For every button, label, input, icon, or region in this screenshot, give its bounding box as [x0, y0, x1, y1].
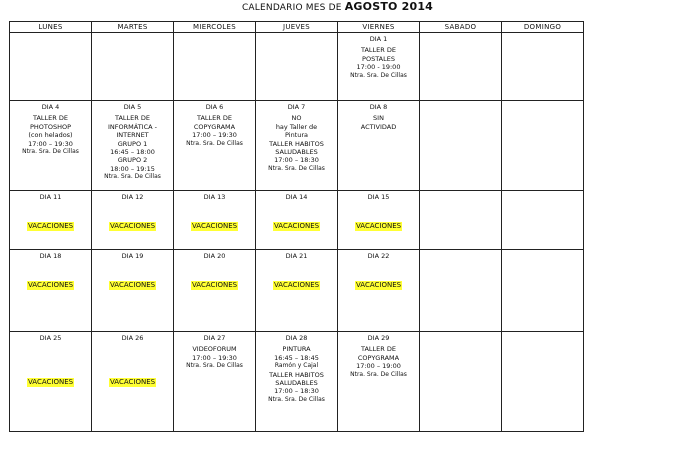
day-cell	[174, 332, 256, 432]
event-line: 17:00 – 19:30	[192, 353, 237, 362]
event-line: Pintura	[284, 131, 309, 140]
day-cell	[92, 33, 174, 101]
weekday-header: DOMINGO	[502, 22, 584, 33]
event-line: TALLER DE	[361, 345, 396, 354]
day-number: DIA 14	[285, 193, 308, 201]
day-number: DIA 29	[367, 334, 390, 342]
day-number: DIA 28	[285, 334, 308, 342]
day-cell	[420, 33, 502, 101]
day-number: DIA 18	[39, 252, 62, 260]
day-cell	[10, 332, 92, 432]
event-line: TALLER DE	[115, 114, 150, 123]
event-line: (con helados)	[28, 131, 73, 140]
event-line: TALLER DE	[197, 114, 232, 123]
calendar-title	[0, 0, 675, 14]
week-row	[10, 250, 584, 332]
day-cell	[338, 250, 420, 332]
day-cell	[338, 332, 420, 432]
day-cell	[92, 191, 174, 250]
event-line: SIN	[373, 114, 384, 123]
event-line: Ntra. Sra. De Cillas	[350, 370, 407, 378]
day-number: DIA 26	[121, 334, 144, 342]
event-line: COPYGRAMA	[193, 122, 236, 131]
weekday-header: MARTES	[92, 22, 174, 33]
day-number: DIA 5	[123, 103, 142, 111]
day-cell	[338, 101, 420, 191]
event-line: 16:45 – 18:00	[110, 148, 155, 157]
day-number: DIA 27	[203, 334, 226, 342]
vacation-label: VACACIONES	[191, 222, 238, 231]
event-line: Ntra. Sra. De Cillas	[186, 362, 243, 370]
day-number: DIA 7	[287, 103, 306, 111]
day-cell	[256, 191, 338, 250]
vacation-label: VACACIONES	[27, 378, 74, 387]
day-cell	[256, 101, 338, 191]
day-number: DIA 13	[203, 193, 226, 201]
title-month-year: AGOSTO 2014	[344, 0, 434, 13]
day-cell	[502, 33, 584, 101]
vacation-label: VACACIONES	[273, 281, 320, 290]
day-cell	[10, 250, 92, 332]
day-cell	[420, 332, 502, 432]
vacation-label: VACACIONES	[273, 222, 320, 231]
week-row	[10, 101, 584, 191]
event-line: COPYGRAMA	[357, 353, 400, 362]
event-line: 17:00 – 19:30	[28, 139, 73, 148]
day-number: DIA 12	[121, 193, 144, 201]
weekday-header: VIERNES	[338, 22, 420, 33]
event-line: POSTALES	[362, 54, 395, 63]
event-line: 17:00 - 19:00	[356, 63, 401, 72]
day-number: DIA 4	[41, 103, 60, 111]
day-cell	[174, 191, 256, 250]
vacation-label: VACACIONES	[109, 378, 156, 387]
day-cell	[92, 332, 174, 432]
vacation-label: VACACIONES	[27, 281, 74, 290]
event-line: NO	[291, 114, 302, 123]
day-number: DIA 25	[39, 334, 62, 342]
event-line: 17:00 – 19:00	[356, 362, 401, 371]
day-number: DIA 1	[369, 35, 388, 43]
event-line: 17:00 – 19:30	[192, 131, 237, 140]
event-line: Ntra. Sra. De Cillas	[104, 173, 161, 181]
vacation-label: VACACIONES	[109, 281, 156, 290]
vacation-label: VACACIONES	[191, 281, 238, 290]
event-line: TALLER DE	[33, 114, 68, 123]
event-line: Ntra. Sra. De Cillas	[268, 395, 325, 403]
day-cell	[10, 191, 92, 250]
day-cell	[502, 101, 584, 191]
day-number: DIA 8	[369, 103, 388, 111]
day-cell	[420, 250, 502, 332]
day-cell	[502, 191, 584, 250]
day-cell	[256, 33, 338, 101]
week-row	[10, 33, 584, 101]
day-number: DIA 21	[285, 252, 308, 260]
event-line: INFORMÁTICA -	[108, 122, 157, 131]
event-line: INTERNET	[116, 131, 149, 140]
weekday-header: JUEVES	[256, 22, 338, 33]
day-number: DIA 6	[205, 103, 224, 111]
event-line: Ntra. Sra. De Cillas	[268, 164, 325, 172]
event-line: Ntra. Sra. De Cillas	[22, 148, 79, 156]
event-line: GRUPO 2	[117, 156, 148, 165]
week-row	[10, 332, 584, 432]
day-cell	[420, 101, 502, 191]
day-cell	[338, 33, 420, 101]
weekday-header-row	[10, 22, 584, 33]
event-line: PINTURA	[282, 345, 311, 354]
event-line: 18:00 – 19:15	[110, 164, 155, 173]
event-line: VIDEOFORUM	[192, 345, 237, 354]
day-number: DIA 19	[121, 252, 144, 260]
event-line: Ramón y Cajal	[274, 362, 319, 370]
event-line: SALUDABLES	[275, 148, 318, 157]
event-line: TALLER HABITOS	[269, 139, 324, 148]
event-line: Ntra. Sra. De Cillas	[350, 71, 407, 79]
event-line: ACTIVIDAD	[360, 122, 397, 131]
event-line: hay Taller de	[275, 122, 318, 131]
day-number: DIA 15	[367, 193, 390, 201]
weekday-header: LUNES	[10, 22, 92, 33]
day-cell	[174, 101, 256, 191]
event-line: 17:00 – 18:30	[274, 387, 319, 396]
day-number: DIA 22	[367, 252, 390, 260]
weekday-header: MIERCOLES	[174, 22, 256, 33]
event-line: 17:00 – 18:30	[274, 156, 319, 165]
event-line: TALLER HABITOS	[269, 370, 324, 379]
day-cell	[10, 101, 92, 191]
vacation-label: VACACIONES	[355, 281, 402, 290]
event-line: GRUPO 1	[117, 139, 148, 148]
day-cell	[174, 250, 256, 332]
day-number: DIA 20	[203, 252, 226, 260]
day-cell	[502, 250, 584, 332]
day-cell	[10, 33, 92, 101]
event-line: TALLER DE	[361, 46, 396, 55]
title-prefix: CALENDARIO MES DE	[241, 3, 342, 13]
day-cell	[256, 332, 338, 432]
day-cell	[338, 191, 420, 250]
day-cell	[92, 101, 174, 191]
day-cell	[420, 191, 502, 250]
vacation-label: VACACIONES	[355, 222, 402, 231]
day-cell	[92, 250, 174, 332]
calendar-table	[9, 21, 584, 432]
event-line: 16:45 – 18:45	[274, 353, 319, 362]
vacation-label: VACACIONES	[27, 222, 74, 231]
event-line: PHOTOSHOP	[29, 122, 72, 131]
week-row	[10, 191, 584, 250]
day-cell	[256, 250, 338, 332]
day-cell	[502, 332, 584, 432]
weekday-header: SABADO	[420, 22, 502, 33]
vacation-label: VACACIONES	[109, 222, 156, 231]
day-cell	[174, 33, 256, 101]
event-line: Ntra. Sra. De Cillas	[186, 139, 243, 147]
day-number: DIA 11	[39, 193, 62, 201]
event-line: SALUDABLES	[275, 379, 318, 388]
